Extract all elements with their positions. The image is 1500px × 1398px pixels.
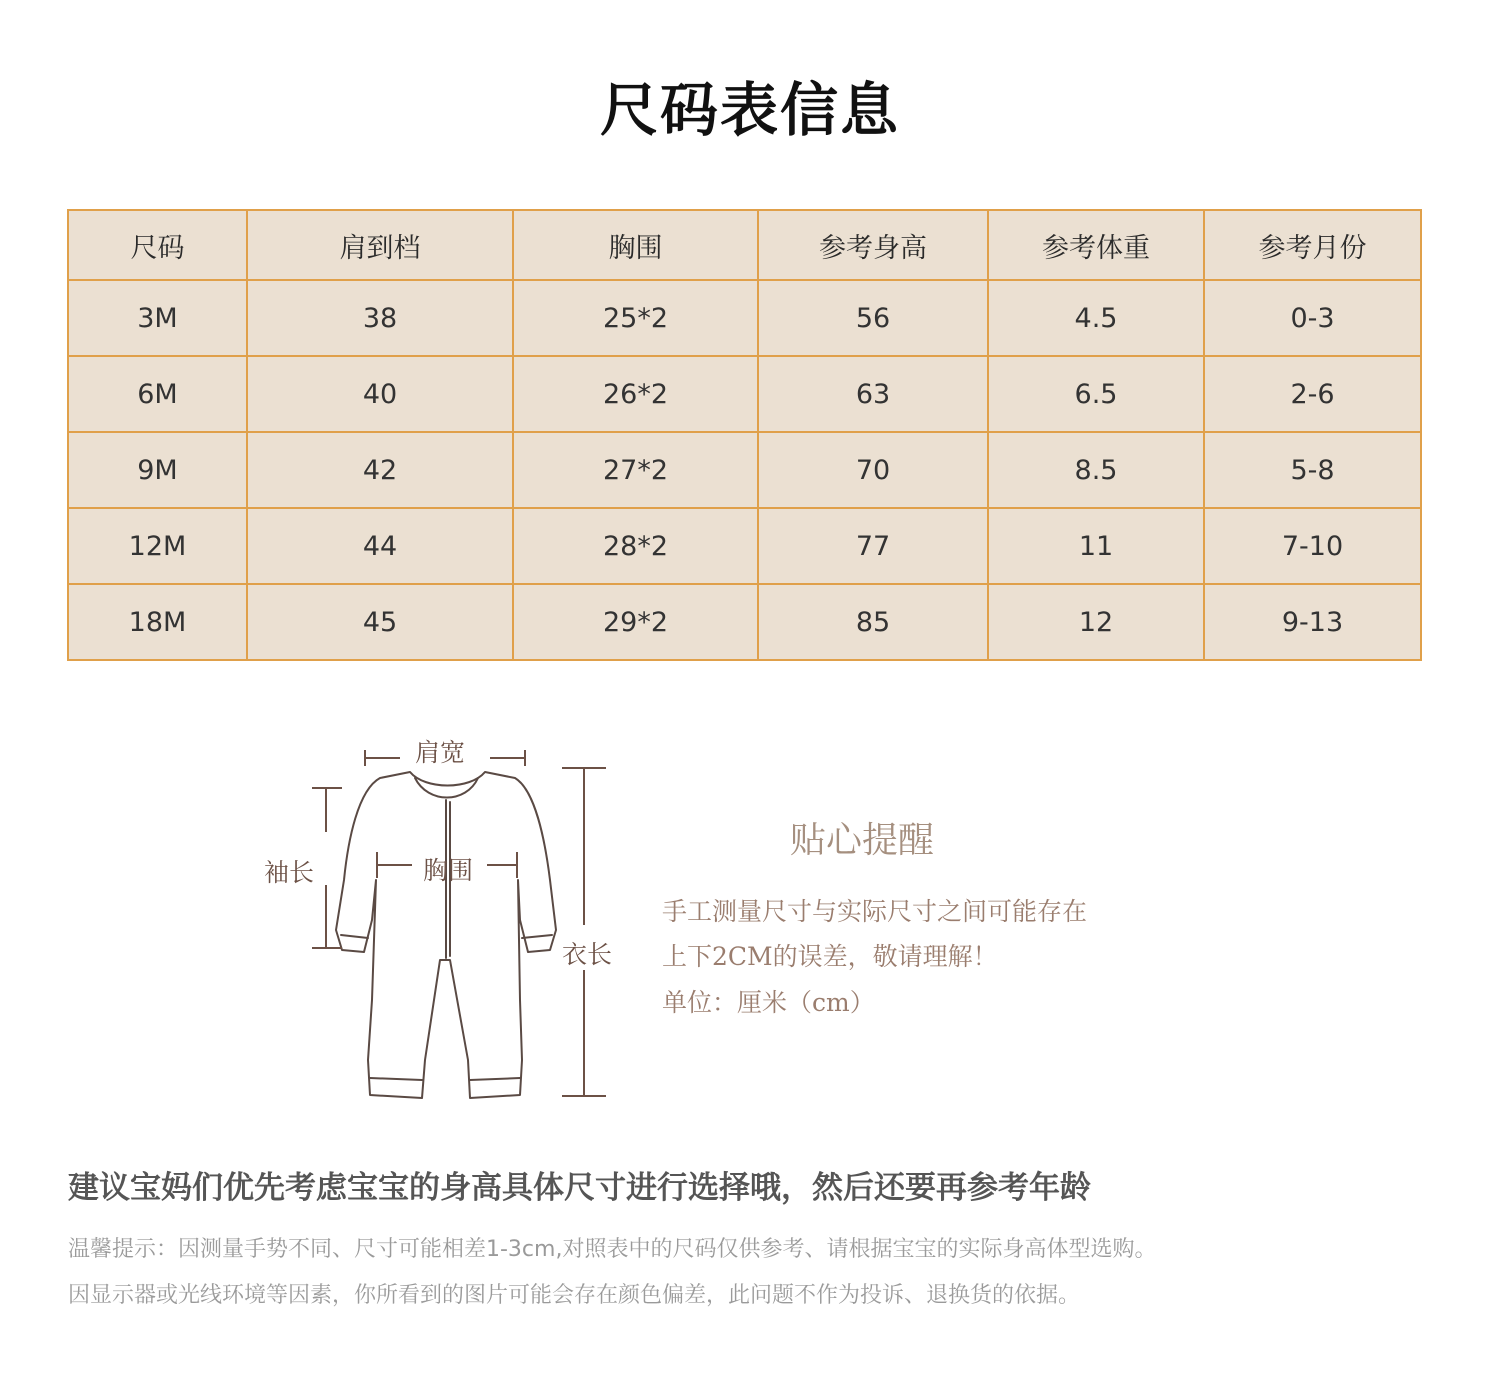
romper-diagram: [250, 720, 630, 1120]
tips-line: 单位：厘米（cm）: [662, 988, 875, 1017]
notice-line: 因显示器或光线环境等因素，你所看到的图片可能会存在颜色偏差，此问题不作为投诉、退换货的依据。: [68, 1283, 1081, 1308]
cell-ref-weight: 11: [988, 508, 1204, 584]
sleeve-length-label: 袖长: [264, 858, 315, 887]
length-line: [562, 768, 606, 1096]
header-ref-weight: 参考体重: [988, 210, 1204, 280]
cell-ref-height: 77: [758, 508, 988, 584]
cell-ref-height: 56: [758, 280, 988, 356]
chest-label: 胸围: [423, 856, 474, 885]
cell-ref-height: 63: [758, 356, 988, 432]
table-header-row: [68, 210, 1421, 280]
advice-heading: 建议宝妈们优先考虑宝宝的身高具体尺寸进行选择哦，然后还要再参考年龄: [68, 1170, 1091, 1206]
length-label: 衣长: [562, 940, 613, 969]
romper-right-ankle: [470, 1078, 520, 1080]
cell-size: 9M: [68, 432, 247, 508]
header-ref-month: 参考月份: [1204, 210, 1421, 280]
page-title: 尺码表信息: [599, 76, 900, 144]
cell-chest: 28*2: [513, 508, 758, 584]
romper-left-cuff: [341, 935, 368, 938]
cell-shoulder-to-crotch: 38: [247, 280, 513, 356]
cell-ref-month: 5-8: [1204, 432, 1421, 508]
cell-ref-month: 9-13: [1204, 584, 1421, 660]
header-size: 尺码: [68, 210, 247, 280]
cell-chest: 29*2: [513, 584, 758, 660]
cell-shoulder-to-crotch: 40: [247, 356, 513, 432]
cell-ref-weight: 6.5: [988, 356, 1204, 432]
tips-line: 手工测量尺寸与实际尺寸之间可能存在: [662, 897, 1088, 926]
table-row: [68, 584, 1421, 660]
cell-shoulder-to-crotch: 44: [247, 508, 513, 584]
header-ref-height: 参考身高: [758, 210, 988, 280]
cell-ref-height: 70: [758, 432, 988, 508]
table-row: [68, 508, 1421, 584]
cell-size: 3M: [68, 280, 247, 356]
cell-ref-height: 85: [758, 584, 988, 660]
cell-size: 18M: [68, 584, 247, 660]
romper-left-ankle: [370, 1078, 422, 1080]
cell-shoulder-to-crotch: 42: [247, 432, 513, 508]
notice-line: 温馨提示：因测量手势不同、尺寸可能相差1-3cm,对照表中的尺码仅供参考、请根据宝宝的实际身高体型选购。: [68, 1237, 1157, 1262]
cell-ref-month: 2-6: [1204, 356, 1421, 432]
cell-size: 6M: [68, 356, 247, 432]
romper-right-cuff: [522, 935, 552, 938]
cell-ref-weight: 4.5: [988, 280, 1204, 356]
cell-shoulder-to-crotch: 45: [247, 584, 513, 660]
tips-line: 上下2CM的误差，敬请理解！: [662, 942, 998, 971]
cell-chest: 26*2: [513, 356, 758, 432]
table-row: [68, 356, 1421, 432]
shoulder-width-label: 肩宽: [415, 738, 466, 767]
size-table: [67, 209, 1422, 661]
cell-ref-month: 0-3: [1204, 280, 1421, 356]
table-row: [68, 432, 1421, 508]
cell-ref-month: 7-10: [1204, 508, 1421, 584]
header-shoulder-to-crotch: 肩到档: [247, 210, 513, 280]
cell-chest: 25*2: [513, 280, 758, 356]
cell-ref-weight: 8.5: [988, 432, 1204, 508]
table-row: [68, 280, 1421, 356]
tips-title: 贴心提醒: [790, 820, 935, 861]
cell-size: 12M: [68, 508, 247, 584]
header-chest: 胸围: [513, 210, 758, 280]
cell-ref-weight: 12: [988, 584, 1204, 660]
cell-chest: 27*2: [513, 432, 758, 508]
